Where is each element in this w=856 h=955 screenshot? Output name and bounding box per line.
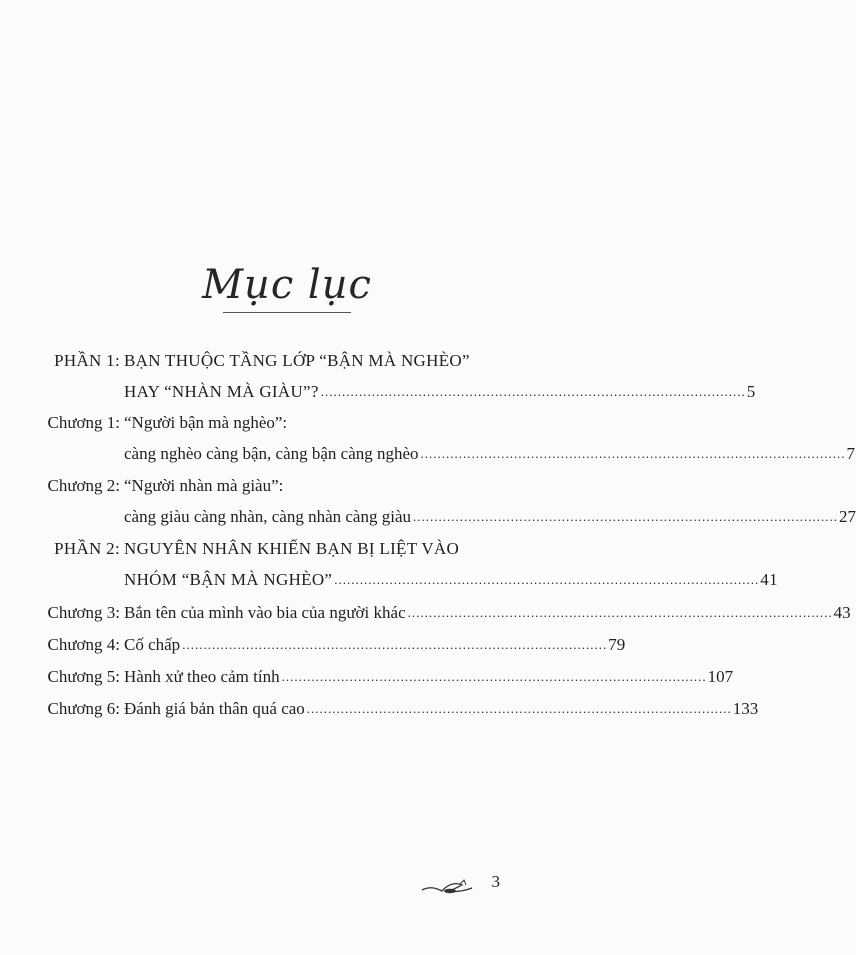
toc-entry-title: “Người bận mà nghèo”:: [124, 413, 288, 432]
toc-entry-label: Chương 2:: [47, 476, 120, 495]
toc-entry-title: BẠN THUỘC TẦNG LỚP “BẬN MÀ NGHÈO”: [124, 351, 470, 370]
toc-page-number: 79: [608, 635, 626, 654]
toc-entry-title: Cố chấp: [124, 635, 181, 654]
dot-leader: ....................................................................................................: [182, 637, 608, 652]
toc-entry-title: “Người nhàn mà giàu”:: [124, 476, 284, 495]
toc-page-number: 43: [833, 603, 851, 622]
toc-entry-title: Bắn tên của mình vào bia của người khác: [124, 603, 406, 622]
page-number: 3: [491, 872, 500, 891]
toc-entry-line-with-page: [124, 632, 626, 657]
toc-entry-label: Chương 4:: [47, 635, 120, 654]
toc-page-number: 27: [839, 507, 856, 526]
toc-entry-line-with-page: [124, 379, 756, 404]
toc-entry-title: NHÓM “BẬN MÀ NGHÈO”: [124, 570, 333, 589]
page-footer: [420, 870, 500, 900]
toc-page-number: 41: [760, 570, 778, 589]
toc-title-text: Mục lục: [202, 262, 372, 308]
toc-page-number: 133: [732, 699, 759, 718]
dot-leader: ....................................................................................................: [334, 572, 760, 587]
toc-entry-label: Chương 1:: [47, 413, 120, 432]
toc-entry-label: PHẦN 1:: [54, 351, 120, 370]
toc-page-number: 7: [846, 444, 856, 463]
toc-entry-line-with-page: [124, 504, 856, 529]
toc-entry-title: càng giàu càng nhàn, càng nhàn càng giàu: [124, 507, 411, 526]
toc-entry-title: càng nghèo càng bận, càng bận càng nghèo: [124, 444, 419, 463]
toc-entry-title: NGUYÊN NHÂN KHIẾN BẠN BỊ LIỆT VÀO: [124, 539, 460, 558]
toc-entry-line-with-page: [124, 600, 851, 625]
toc-page-number: 107: [707, 667, 734, 686]
toc-entry-line-with-page: [124, 696, 759, 721]
toc-entry-line-with-page: [124, 441, 856, 466]
toc-page-number: 5: [746, 382, 756, 401]
title-underline: [223, 312, 351, 313]
dot-leader: ....................................................................................................: [420, 446, 846, 461]
toc-entry-title: Hành xử theo cảm tính: [124, 667, 280, 686]
dot-leader: ....................................................................................................: [320, 384, 746, 399]
flying-bird-ornament-icon: [420, 876, 476, 896]
toc-entry-line-with-page: [124, 664, 734, 689]
toc-title: [0, 262, 574, 313]
dot-leader: ....................................................................................................: [413, 509, 838, 524]
toc-entry-title: HAY “NHÀN MÀ GIÀU”?: [124, 382, 319, 401]
toc-entry-label: PHẦN 2:: [54, 539, 120, 558]
toc-entry-line-with-page: [124, 567, 778, 592]
toc-entry-label: Chương 3:: [47, 603, 120, 622]
dot-leader: ....................................................................................................: [281, 669, 707, 684]
toc-entry-title: Đánh giá bản thân quá cao: [124, 699, 305, 718]
dot-leader: ....................................................................................................: [306, 701, 732, 716]
toc-entry-label: Chương 6:: [47, 699, 120, 718]
toc-entry-label: Chương 5:: [47, 667, 120, 686]
dot-leader: ....................................................................................................: [407, 605, 833, 620]
